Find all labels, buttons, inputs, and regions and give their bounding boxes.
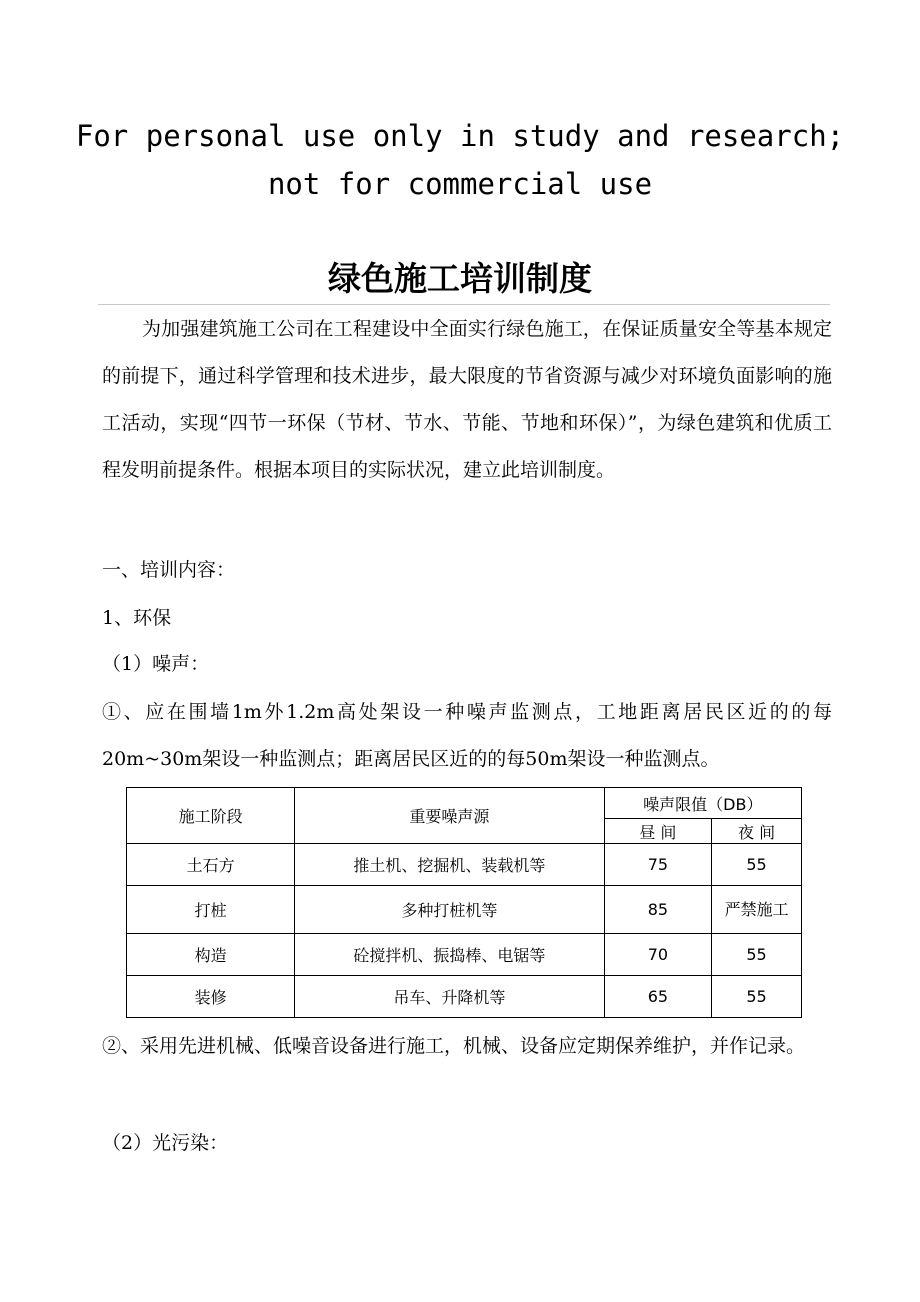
cell-stage: 构造 [127,934,295,976]
cell-day-limit: 70 [604,934,712,976]
document-title: 绿色施工培训制度 [328,259,592,298]
table-header-row [127,788,802,819]
disclaimer-notice [60,112,860,208]
table-row [127,886,802,934]
title-divider [98,304,830,305]
cell-source: 砼搅拌机、振捣棒、电锯等 [295,934,604,976]
cell-night-limit: 55 [712,844,802,886]
cell-source: 多种打桩机等 [295,886,604,934]
table-row [127,844,802,886]
noise-heading: （1）噪声： [102,653,210,675]
table-row [127,934,802,976]
section-heading-training-content: 一、培训内容： [102,559,236,581]
cell-source: 吊车、升降机等 [295,976,604,1018]
cell-day-limit: 85 [604,886,712,934]
subsection-heading-environment: 1、环保 [102,607,172,629]
night-limit-text: 严禁施工 [724,900,789,919]
cell-stage: 打桩 [127,886,295,934]
cell-night-limit: 55 [712,976,802,1018]
header-daytime: 昼 间 [604,819,712,844]
disclaimer-line-2: not for commercial use [267,167,653,201]
cell-day-limit: 75 [604,844,712,886]
cell-source: 推土机、挖掘机、装载机等 [295,844,604,886]
header-main-noise-source: 重要噪声源 [295,788,604,844]
noise-limit-table [126,787,802,1018]
noise-item-1: ①、应在围墙1m外1.2m高处架设一种噪声监测点，工地距离居民区近的的每20m~30m架设一种监测点；距离居民区近的的每50m架设一种监测点。 [102,701,832,770]
header-nighttime: 夜 间 [712,819,802,844]
header-noise-limit: 噪声限值（DB） [604,788,801,819]
intro-paragraph: 为加强建筑施工公司在工程建设中全面实行绿色施工，在保证质量安全等基本规定的前提下，通过科学管理和技术进步，最大限度的节省资源与减少对环境负面影响的施工活动，实现“四节一环保（节材、节水、节能、节地和环保）”，为绿色建筑和优质工程发明前提条件。根据本项目的实际状况，建立此培训制度。 [102,318,832,481]
disclaimer-line-1: For personal use only in study and research; [75,119,845,153]
table-row [127,976,802,1018]
cell-night-limit [712,886,802,934]
cell-stage: 装修 [127,976,295,1018]
light-pollution-heading: （2）光污染： [102,1132,229,1154]
noise-item-2: ②、采用先进机械、低噪音设备进行施工，机械、设备应定期保养维护，并作记录。 [102,1035,806,1057]
cell-day-limit: 65 [604,976,712,1018]
cell-night-limit: 55 [712,934,802,976]
cell-stage: 土石方 [127,844,295,886]
header-construction-stage: 施工阶段 [127,788,295,844]
